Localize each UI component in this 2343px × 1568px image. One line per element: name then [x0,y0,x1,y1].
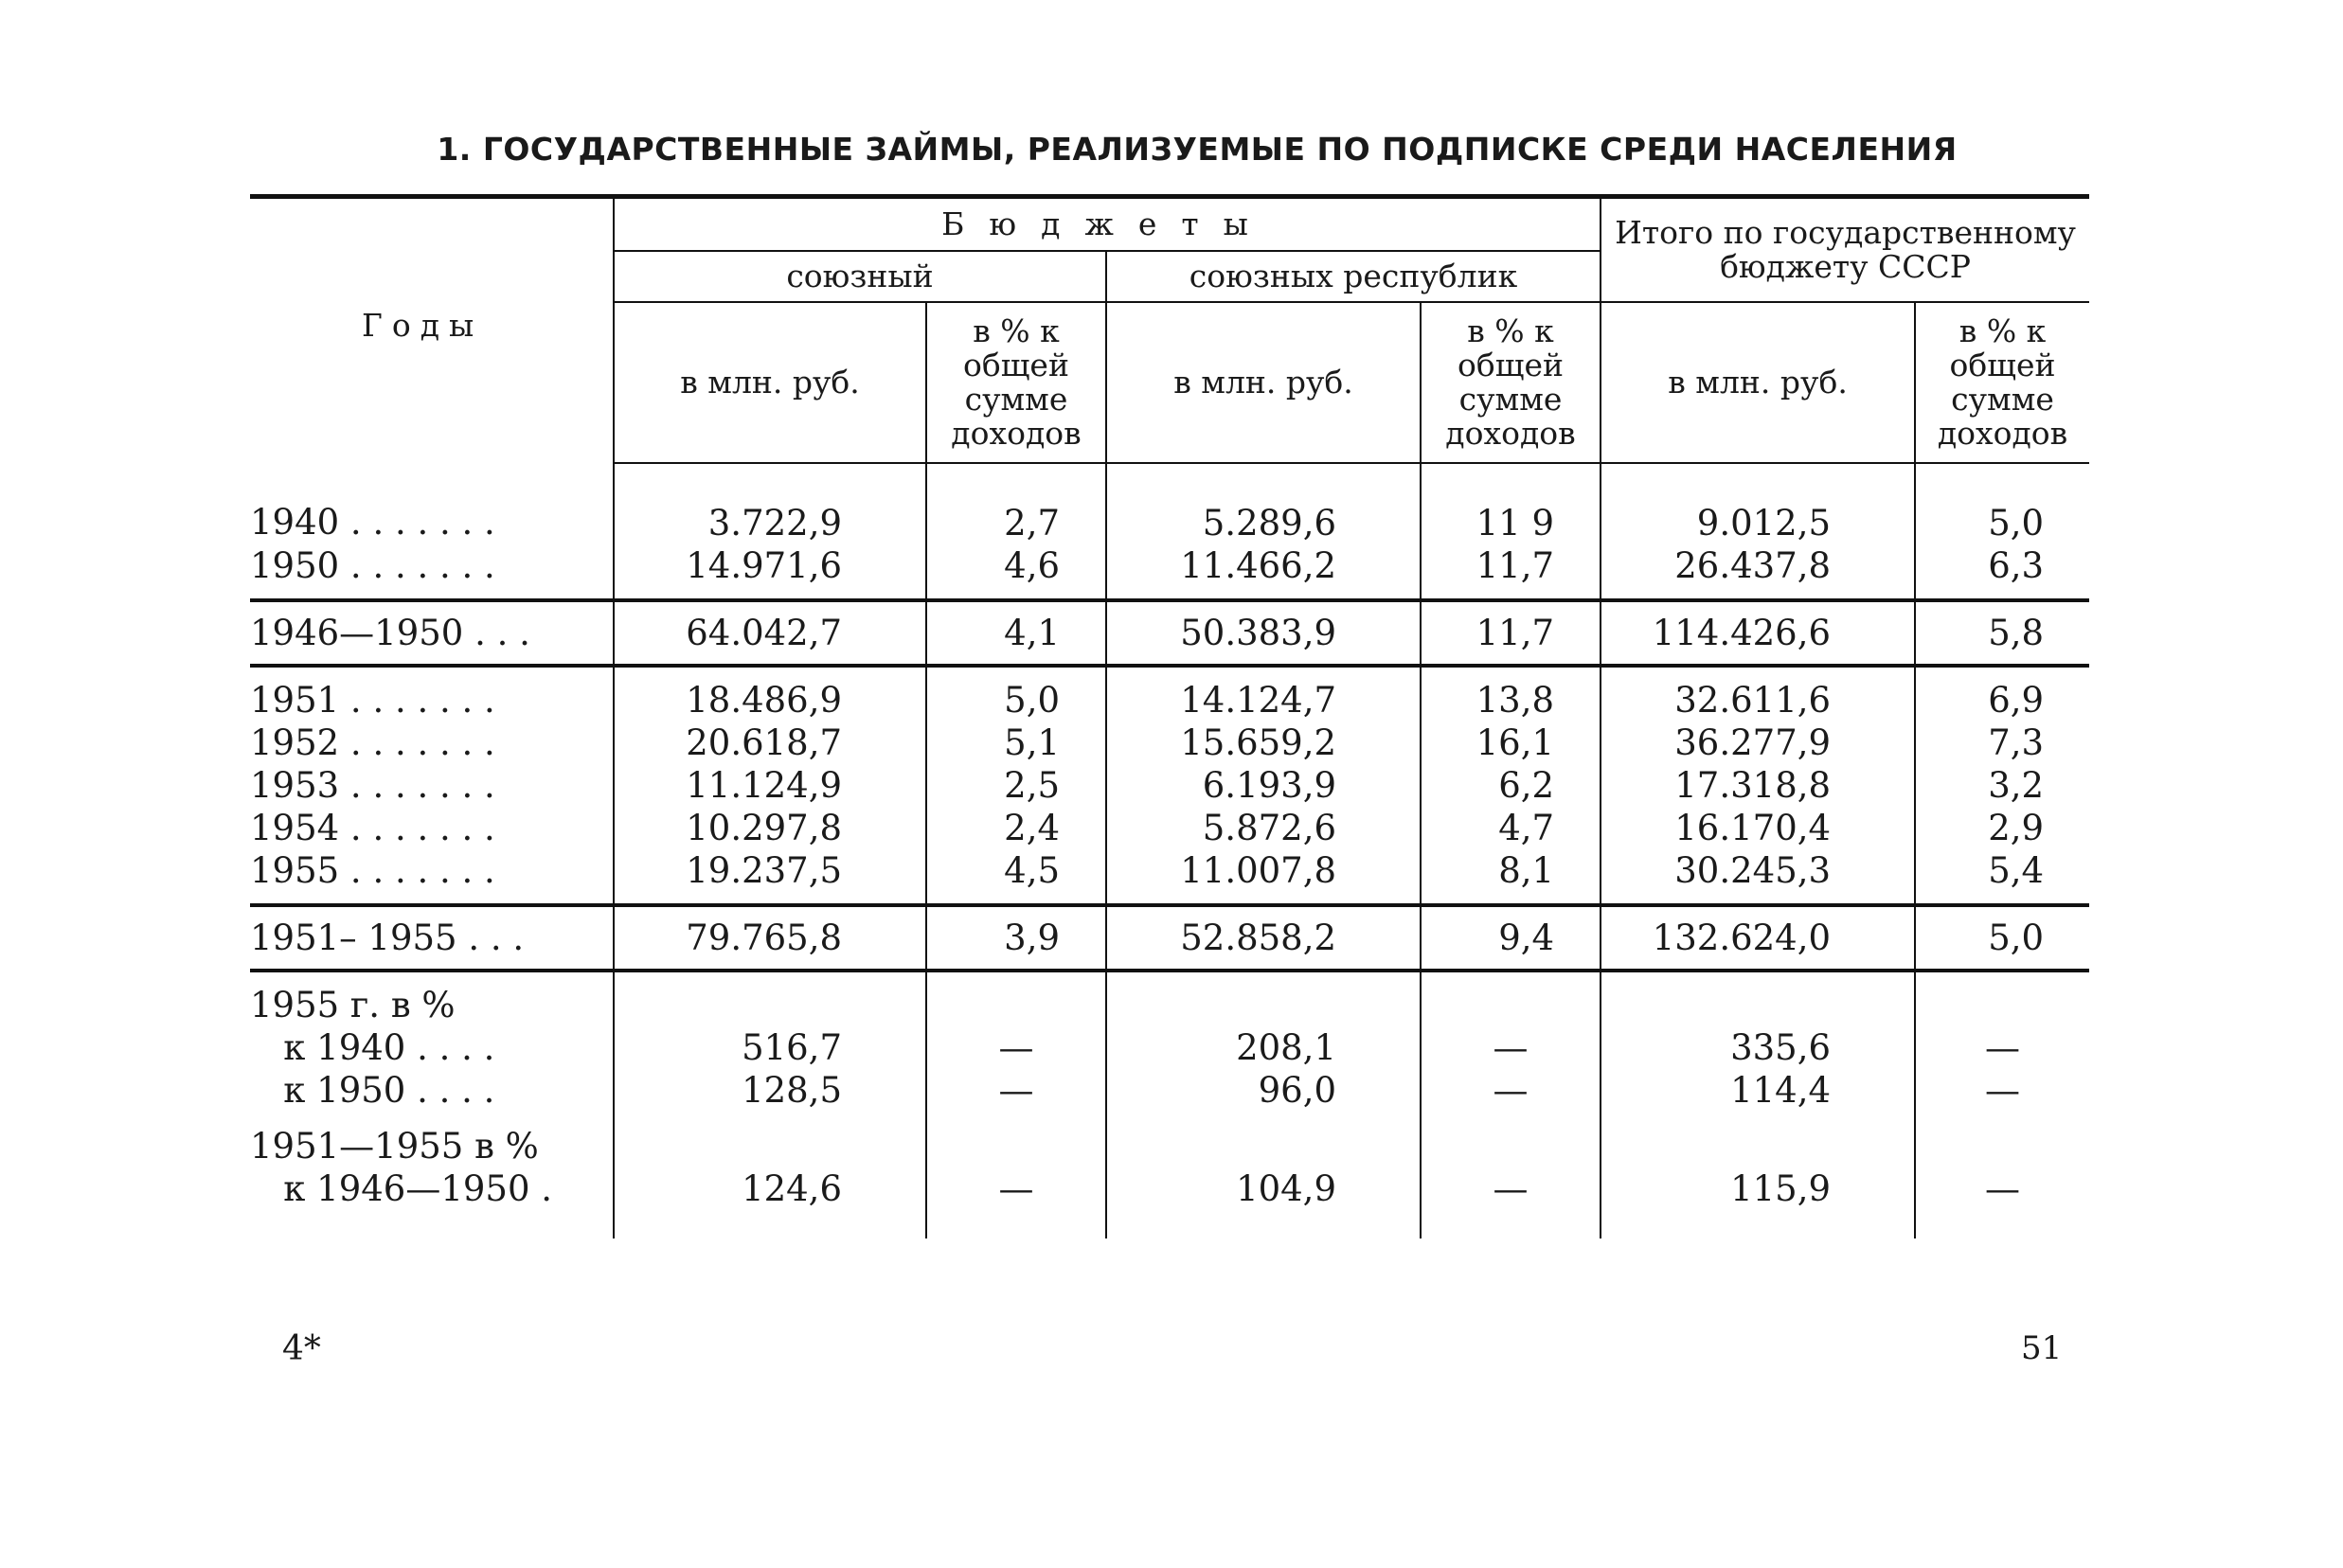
signature-mark: 4* [282,1329,321,1368]
cell-total-pct: 5,4 [1915,849,2089,905]
row-label: к 1946—1950 . [250,1168,553,1209]
cell-union-pct: 2,7 [926,463,1106,544]
row-label: 1946—1950 . . . [250,600,614,666]
row-label: 1955 г. в % [250,971,614,1026]
cell-republics-pct: 4,7 [1421,807,1601,849]
cell-republics-mln: 52.858,2 [1106,905,1421,971]
cell-union-mln: 124,6 [614,1167,926,1238]
header-union: союзный [614,251,1106,302]
header-republics-mln: в млн. руб. [1106,302,1421,463]
cell-union-pct: — [926,1167,1106,1238]
row-label: 1940 . . . . . . . [250,502,495,543]
table-row [250,600,2089,666]
cell-total-mln: 114.426,6 [1601,600,1915,666]
cell-total-mln: 32.611,6 [1601,666,1915,722]
header-budgets: Бюджеты [614,197,1601,252]
cell-union-mln: 14.971,6 [614,544,926,600]
cell-republics-pct [1421,971,1601,1026]
cell-union-mln: 10.297,8 [614,807,926,849]
cell-total-mln: 17.318,8 [1601,764,1915,807]
row-label: 1955 . . . . . . . [250,850,495,891]
cell-union-mln: 20.618,7 [614,722,926,764]
cell-total-mln: 36.277,9 [1601,722,1915,764]
cell-republics-pct: 11,7 [1421,600,1601,666]
cell-republics-pct: 8,1 [1421,849,1601,905]
table-title: 1. ГОСУДАРСТВЕННЫЕ ЗАЙМЫ, РЕАЛИЗУЕМЫЕ ПО ПОДПИСКЕ СРЕДИ НАСЕЛЕНИЯ [437,131,1958,168]
table-row [250,1167,2089,1238]
cell-republics-pct: 16,1 [1421,722,1601,764]
row-label: 1953 . . . . . . . [250,765,495,806]
cell-total-pct: 6,3 [1915,544,2089,600]
cell-union-mln: 18.486,9 [614,666,926,722]
cell-republics-pct: — [1421,1167,1601,1238]
cell-republics-mln: 11.466,2 [1106,544,1421,600]
loans-table [250,194,2089,1238]
cell-total-pct: 6,9 [1915,666,2089,722]
cell-republics-mln: 6.193,9 [1106,764,1421,807]
cell-union-mln [614,971,926,1026]
cell-total-pct [1915,1112,2089,1167]
cell-republics-pct: 9,4 [1421,905,1601,971]
cell-total-pct: 5,8 [1915,600,2089,666]
row-label: 1950 . . . . . . . [250,545,495,586]
cell-republics-pct: 6,2 [1421,764,1601,807]
cell-union-mln: 19.237,5 [614,849,926,905]
table-row [250,905,2089,971]
cell-republics-mln: 50.383,9 [1106,600,1421,666]
cell-republics-pct: — [1421,1069,1601,1112]
cell-republics-mln: 104,9 [1106,1167,1421,1238]
cell-total-pct: 5,0 [1915,463,2089,544]
cell-union-pct: 3,9 [926,905,1106,971]
cell-total-pct: — [1915,1026,2089,1069]
cell-republics-mln: 15.659,2 [1106,722,1421,764]
header-years: Годы [250,197,614,464]
cell-republics-pct: 11 9 [1421,463,1601,544]
cell-total-mln: 132.624,0 [1601,905,1915,971]
row-label: 1951—1955 в % [250,1126,539,1167]
cell-union-mln: 3.722,9 [614,463,926,544]
cell-union-pct: 4,1 [926,600,1106,666]
header-total: Итого по государственному бюджету СССР [1601,197,2089,303]
cell-total-pct: 5,0 [1915,905,2089,971]
cell-total-mln: 16.170,4 [1601,807,1915,849]
table-row [250,722,2089,764]
cell-total-pct: — [1915,1069,2089,1112]
cell-union-mln: 516,7 [614,1026,926,1069]
cell-total-mln [1601,1112,1915,1167]
cell-republics-mln: 208,1 [1106,1026,1421,1069]
cell-total-pct: 7,3 [1915,722,2089,764]
row-label: к 1940 . . . . [250,1027,495,1068]
cell-republics-mln: 5.872,6 [1106,807,1421,849]
cell-total-mln: 30.245,3 [1601,849,1915,905]
row-label: 1951– 1955 . . . [250,905,614,971]
cell-union-mln [614,1112,926,1167]
page-number: 51 [2021,1329,2063,1367]
cell-republics-mln: 5.289,6 [1106,463,1421,544]
cell-union-pct: 2,4 [926,807,1106,849]
header-republics-pct: в % к общей сумме доходов [1421,302,1601,463]
header-total-mln: в млн. руб. [1601,302,1915,463]
header-republics: союзных республик [1106,251,1601,302]
cell-total-mln: 9.012,5 [1601,463,1915,544]
table-row [250,764,2089,807]
cell-republics-pct [1421,1112,1601,1167]
table-row [250,849,2089,905]
table-body [250,463,2089,1238]
table-row [250,807,2089,849]
cell-republics-pct: — [1421,1026,1601,1069]
table-row [250,544,2089,600]
cell-union-mln: 11.124,9 [614,764,926,807]
cell-union-pct [926,1112,1106,1167]
cell-republics-pct: 13,8 [1421,666,1601,722]
cell-total-mln: 335,6 [1601,1026,1915,1069]
cell-total-pct: 2,9 [1915,807,2089,849]
cell-union-mln: 128,5 [614,1069,926,1112]
table-row [250,463,2089,544]
cell-total-pct [1915,971,2089,1026]
cell-total-mln [1601,971,1915,1026]
cell-republics-mln: 96,0 [1106,1069,1421,1112]
header-total-pct: в % к общей сумме доходов [1915,302,2089,463]
cell-union-pct: — [926,1069,1106,1112]
cell-republics-mln [1106,1112,1421,1167]
cell-republics-mln [1106,971,1421,1026]
cell-union-mln: 79.765,8 [614,905,926,971]
cell-republics-mln: 11.007,8 [1106,849,1421,905]
cell-union-pct: 2,5 [926,764,1106,807]
cell-union-pct: 5,1 [926,722,1106,764]
table-row [250,1112,2089,1167]
row-label: 1951 . . . . . . . [250,666,614,722]
table-row [250,971,2089,1026]
table-row [250,1026,2089,1069]
row-label: 1954 . . . . . . . [250,808,495,848]
cell-union-pct: 4,6 [926,544,1106,600]
row-label: 1952 . . . . . . . [250,722,495,763]
cell-union-pct: — [926,1026,1106,1069]
cell-republics-mln: 14.124,7 [1106,666,1421,722]
cell-total-mln: 115,9 [1601,1167,1915,1238]
cell-union-mln: 64.042,7 [614,600,926,666]
cell-total-mln: 114,4 [1601,1069,1915,1112]
table-row [250,1069,2089,1112]
cell-union-pct [926,971,1106,1026]
row-label: к 1950 . . . . [250,1070,495,1111]
cell-republics-pct: 11,7 [1421,544,1601,600]
header-union-mln: в млн. руб. [614,302,926,463]
cell-total-pct: — [1915,1167,2089,1238]
cell-total-pct: 3,2 [1915,764,2089,807]
table-row [250,666,2089,722]
header-union-pct: в % к общей сумме доходов [926,302,1106,463]
cell-total-mln: 26.437,8 [1601,544,1915,600]
cell-union-pct: 4,5 [926,849,1106,905]
cell-union-pct: 5,0 [926,666,1106,722]
